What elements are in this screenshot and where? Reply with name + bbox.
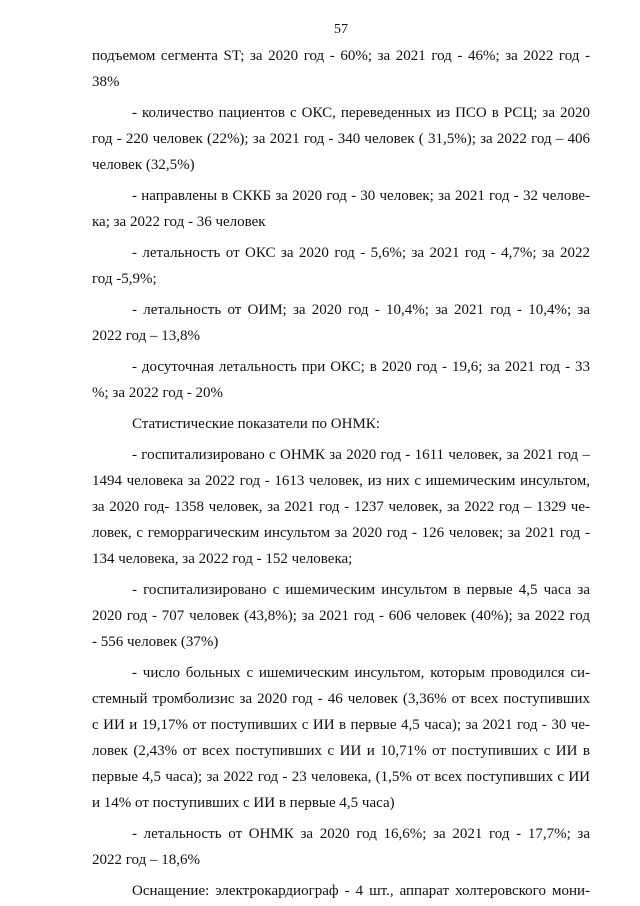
text-line: подъемом сегмента ST; за 2020 год - 60%; за 2021 год - 46%; за 2022 год - (92, 48, 590, 64)
text-line: - госпитализировано с ОНМК за 2020 год - 1611 человек, за 2021 год – (132, 447, 590, 463)
text-line: 2022 год – 13,8% (92, 328, 200, 344)
text-line: - число больных с ишемическим инсультом, которым проводился си- (132, 665, 590, 681)
document-body (92, 43, 590, 904)
text-line: стемный тромболизис за 2020 год - 46 человек (3,36% от всех поступивших (92, 691, 590, 707)
text-line: и 14% от поступивших с ИИ в первые 4,5 часа) (92, 795, 395, 811)
text-line: %; за 2022 год - 20% (92, 385, 223, 401)
text-line: 134 человека, за 2022 год - 152 человека; (92, 551, 353, 567)
text-line: год -5,9%; (92, 271, 157, 287)
text-line: Оснащение: электрокардиограф - 4 шт., аппарат холтеровского мони- (132, 883, 590, 899)
text-line: год - 220 человек (22%); за 2021 год - 340 человек ( 31,5%); за 2022 год – 406 (92, 131, 590, 147)
text-line: - досуточная летальность при ОКС; в 2020 год - 19,6; за 2021 год - 33 (132, 359, 590, 375)
text-line: 2022 год – 18,6% (92, 852, 200, 868)
text-line: ловек (2,43% от всех поступивших с ИИ и 10,71% от поступивших с ИИ в (92, 743, 590, 759)
text-line: - 556 человек (37%) (92, 634, 219, 650)
text-line: ка; за 2022 год - 36 человек (92, 214, 266, 230)
text-line: ловек, с геморрагическим инсультом за 2020 год - 126 человек; за 2021 год - (92, 525, 590, 541)
text-line: 38% (92, 74, 120, 90)
text-line: человек (32,5%) (92, 157, 195, 173)
text-line: - госпитализировано с ишемическим инсультом в первые 4,5 часа за (132, 582, 590, 598)
text-line: с ИИ и 19,17% от поступивших с ИИ в первые 4,5 часа); за 2021 год - 30 че- (92, 717, 590, 733)
text-line: 1494 человека за 2022 год - 1613 человек, из них с ишемическим инсультом, (92, 473, 590, 489)
text-line: - летальность от ОНМК за 2020 год 16,6%; за 2021 год - 17,7%; за (132, 826, 590, 842)
text-line: - направлены в СККБ за 2020 год - 30 человек; за 2021 год - 32 челове- (132, 188, 590, 204)
text-line: - летальность от ОКС за 2020 год - 5,6%; за 2021 год - 4,7%; за 2022 (132, 245, 590, 261)
text-line: - количество пациентов с ОКС, переведенных из ПСО в РСЦ; за 2020 (132, 105, 590, 121)
text-line: 2020 год - 707 человек (43,8%); за 2021 год - 606 человек (40%); за 2022 год (92, 608, 590, 624)
text-line: за 2020 год- 1358 человек, за 2021 год - 1237 человек, за 2022 год – 1329 че- (92, 499, 590, 515)
text-line: первые 4,5 часа); за 2022 год - 23 человека, (1,5% от всех поступивших с ИИ (92, 769, 590, 785)
text-line: Статистические показатели по ОНМК: (132, 416, 380, 432)
page-number: 57 (334, 22, 348, 37)
text-line: - летальность от ОИМ; за 2020 год - 10,4%; за 2021 год - 10,4%; за (132, 302, 590, 318)
